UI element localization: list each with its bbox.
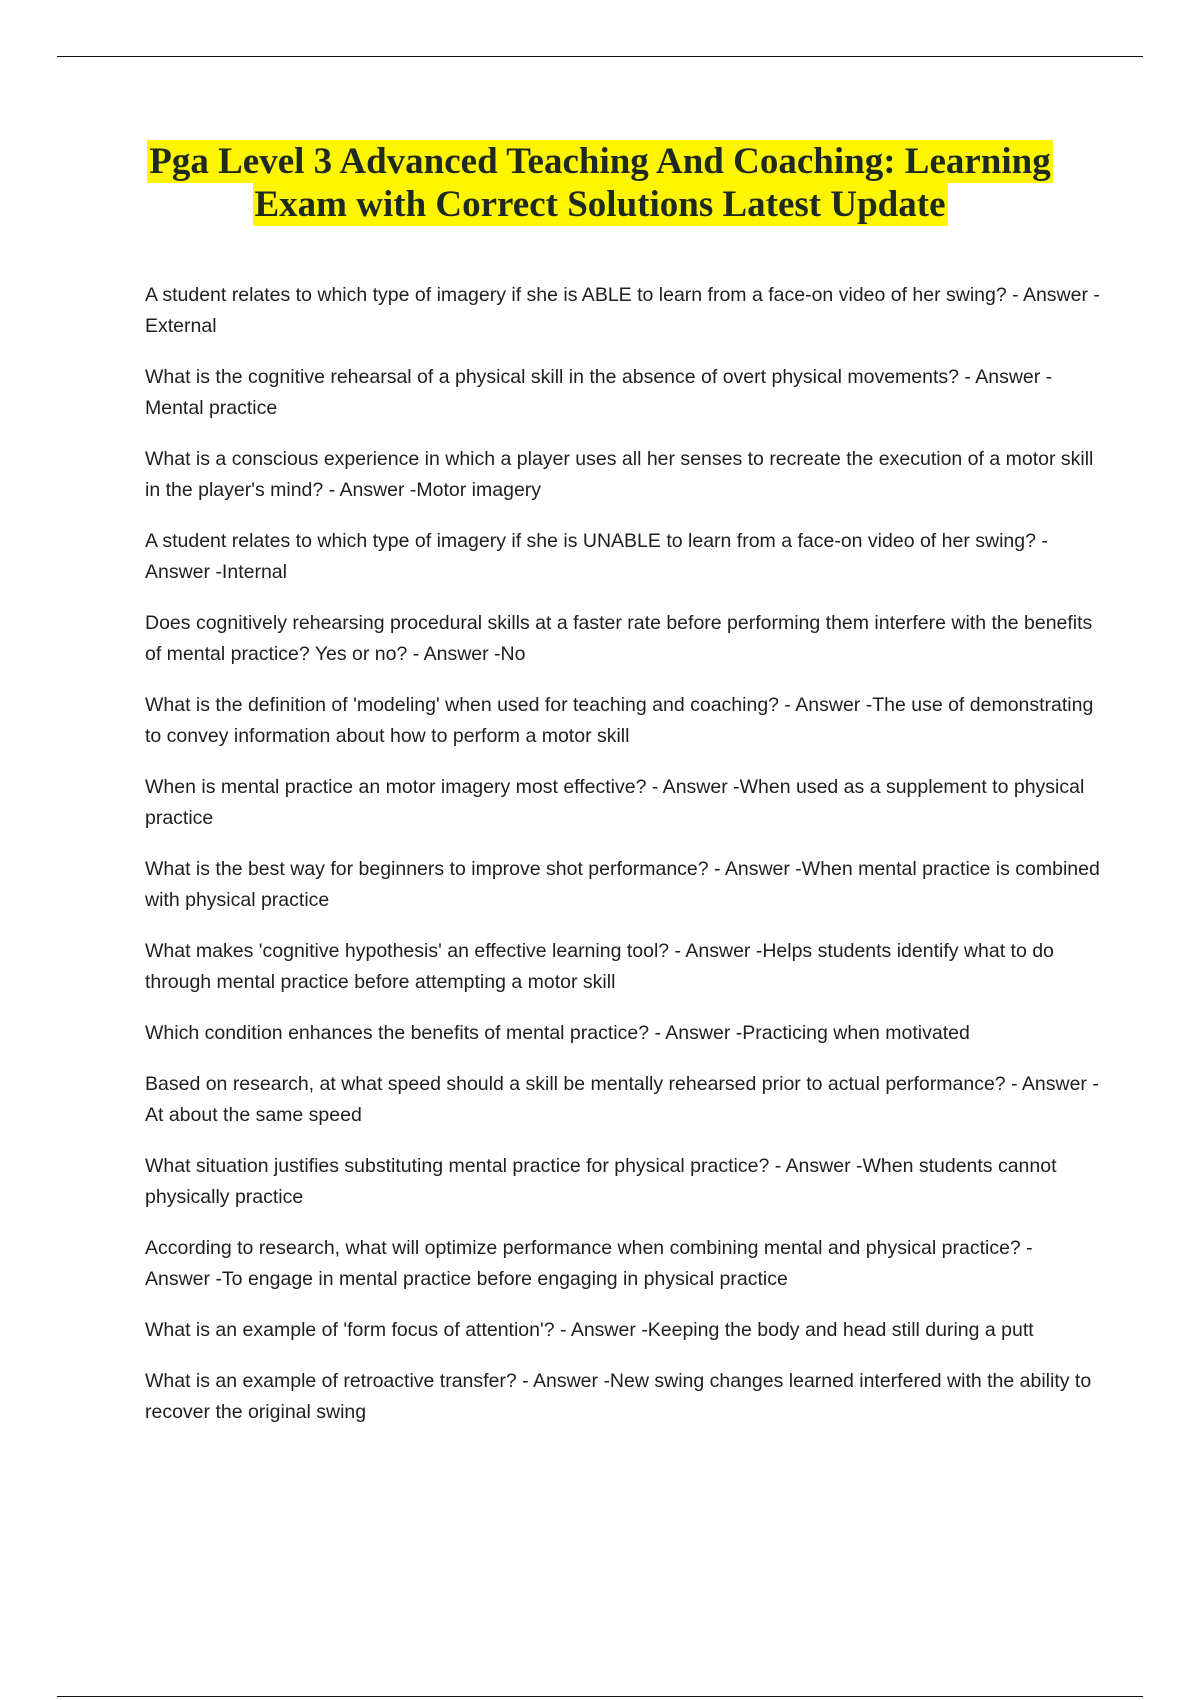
qa-item: What makes 'cognitive hypothesis' an effective learning tool? - Answer -Helps students identify what to do through mental practice before attempting a motor skill [145, 940, 1054, 993]
qa-item: What is the best way for beginners to improve shot performance? - Answer -When mental practice is combined with physical practice [145, 858, 1100, 911]
qa-item: When is mental practice an motor imagery most effective? - Answer -When used as a supplement to physical practice [145, 776, 1085, 829]
qa-item: A student relates to which type of imagery if she is ABLE to learn from a face-on video of her swing? - Answer -External [145, 284, 1100, 337]
document-title [60, 140, 1140, 226]
qa-item: What is the cognitive rehearsal of a physical skill in the absence of overt physical movements? - Answer - Mental practice [145, 366, 1053, 419]
title-line-1: Pga Level 3 Advanced Teaching And Coaching: Learning [149, 141, 1051, 182]
qa-item: Which condition enhances the benefits of mental practice? - Answer -Practicing when motivated [145, 1022, 970, 1044]
title-line-2: Exam with Correct Solutions Latest Update [254, 184, 946, 225]
top-rule [57, 56, 1143, 57]
qa-list [145, 280, 1100, 1448]
qa-item: A student relates to which type of imagery if she is UNABLE to learn from a face-on video of her swing? - Answer -Internal [145, 530, 1048, 583]
qa-item: What situation justifies substituting mental practice for physical practice? - Answer -When students cannot physically practice [145, 1155, 1057, 1208]
qa-item: According to research, what will optimize performance when combining mental and physical practice? - Answer -To engage in mental practice before engaging in physical practice [145, 1237, 1033, 1290]
qa-item: What is an example of 'form focus of attention'? - Answer -Keeping the body and head still during a putt [145, 1319, 1034, 1341]
qa-item: Based on research, at what speed should a skill be mentally rehearsed prior to actual performance? - Answer -At about the same speed [145, 1073, 1099, 1126]
bottom-rule [57, 1696, 1143, 1697]
qa-item: Does cognitively rehearsing procedural skills at a faster rate before performing them interfere with the benefits of mental practice? Yes or no? - Answer -No [145, 612, 1093, 665]
qa-item: What is an example of retroactive transfer? - Answer -New swing changes learned interfered with the ability to recover the original swing [145, 1370, 1092, 1423]
qa-item: What is a conscious experience in which a player uses all her senses to recreate the execution of a motor skill in the player's mind? - Answer -Motor imagery [145, 448, 1094, 501]
qa-item: What is the definition of 'modeling' when used for teaching and coaching? - Answer -The use of demonstrating to convey information about how to perform a motor skill [145, 694, 1094, 747]
